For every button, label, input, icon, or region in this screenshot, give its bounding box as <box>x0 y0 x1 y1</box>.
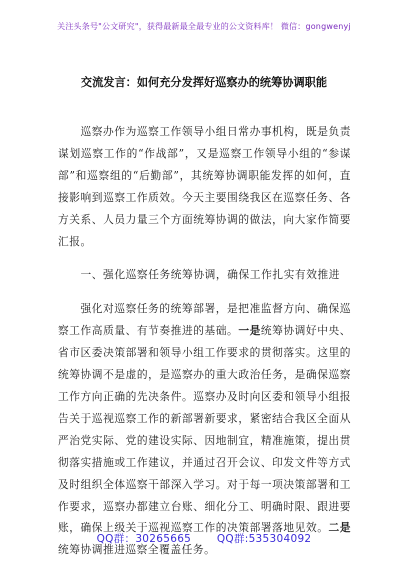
section-paragraph <box>58 298 351 561</box>
document-title: 交流发言：如何充分发挥好巡察办的统筹协调职能 <box>80 75 328 89</box>
section-text-b: 统筹协调好中央、省市区委决策部署和领导小组工作要求的贯彻落实。这里的统筹协调不是虚的，是巡察办的重大政治任务，是确保巡察工作方向正确的先决条件。巡察办及时向区委和领导小组报告关于巡视巡察工作的新部署新要求，紧密结合我区全面从严治党实际、党的建设实际、因地制宜，精准施策，提出贯彻落实措施或工作建议，并通过召开会议、印发文件等方式及时组织全体巡察干部深入学习。对于每一项决策部署和工作要求，巡察办都建立台账、细化分工、明确时限、跟进要账，确保上级关于巡视巡察工作的决策部署落地见效。 <box>58 324 351 535</box>
section-text-a: 强化对巡察任务的统筹部署，是把准监督方向、确保巡察工作高质量、有节奏推进的基础。 <box>58 302 351 338</box>
footer-qq-group-1: QQ群：30265665 <box>96 533 192 545</box>
bold-marker-one: 一是 <box>238 324 261 338</box>
header-banner: 关注头条号"公文研究"，获得最新最全最专业的公文资料库！ 微信：gongwenyj <box>57 22 351 31</box>
footer <box>0 531 408 546</box>
bold-marker-two: 二是 <box>328 521 351 535</box>
section-text-c: 统筹协调推进巡察全覆盖任务。 <box>58 543 216 557</box>
document-body <box>58 121 351 561</box>
intro-paragraph: 巡察办作为巡察工作领导小组日常办事机构，既是负责谋划巡察工作的“作战部”，又是巡察工作领导小组的“参谋部”和巡察组的“后勤部”，其统筹协调职能发挥的如何，直接影响到巡察工作质效。今天主要围绕我区在巡察任务、各方关系、人员力量三个方面统筹协调的做法，向大家作简要汇报。 <box>58 125 351 248</box>
footer-qq-group-2: QQ群:535304092 <box>216 533 312 545</box>
section-heading: 一、强化巡察任务统筹协调，确保工作扎实有效推进 <box>80 268 341 282</box>
